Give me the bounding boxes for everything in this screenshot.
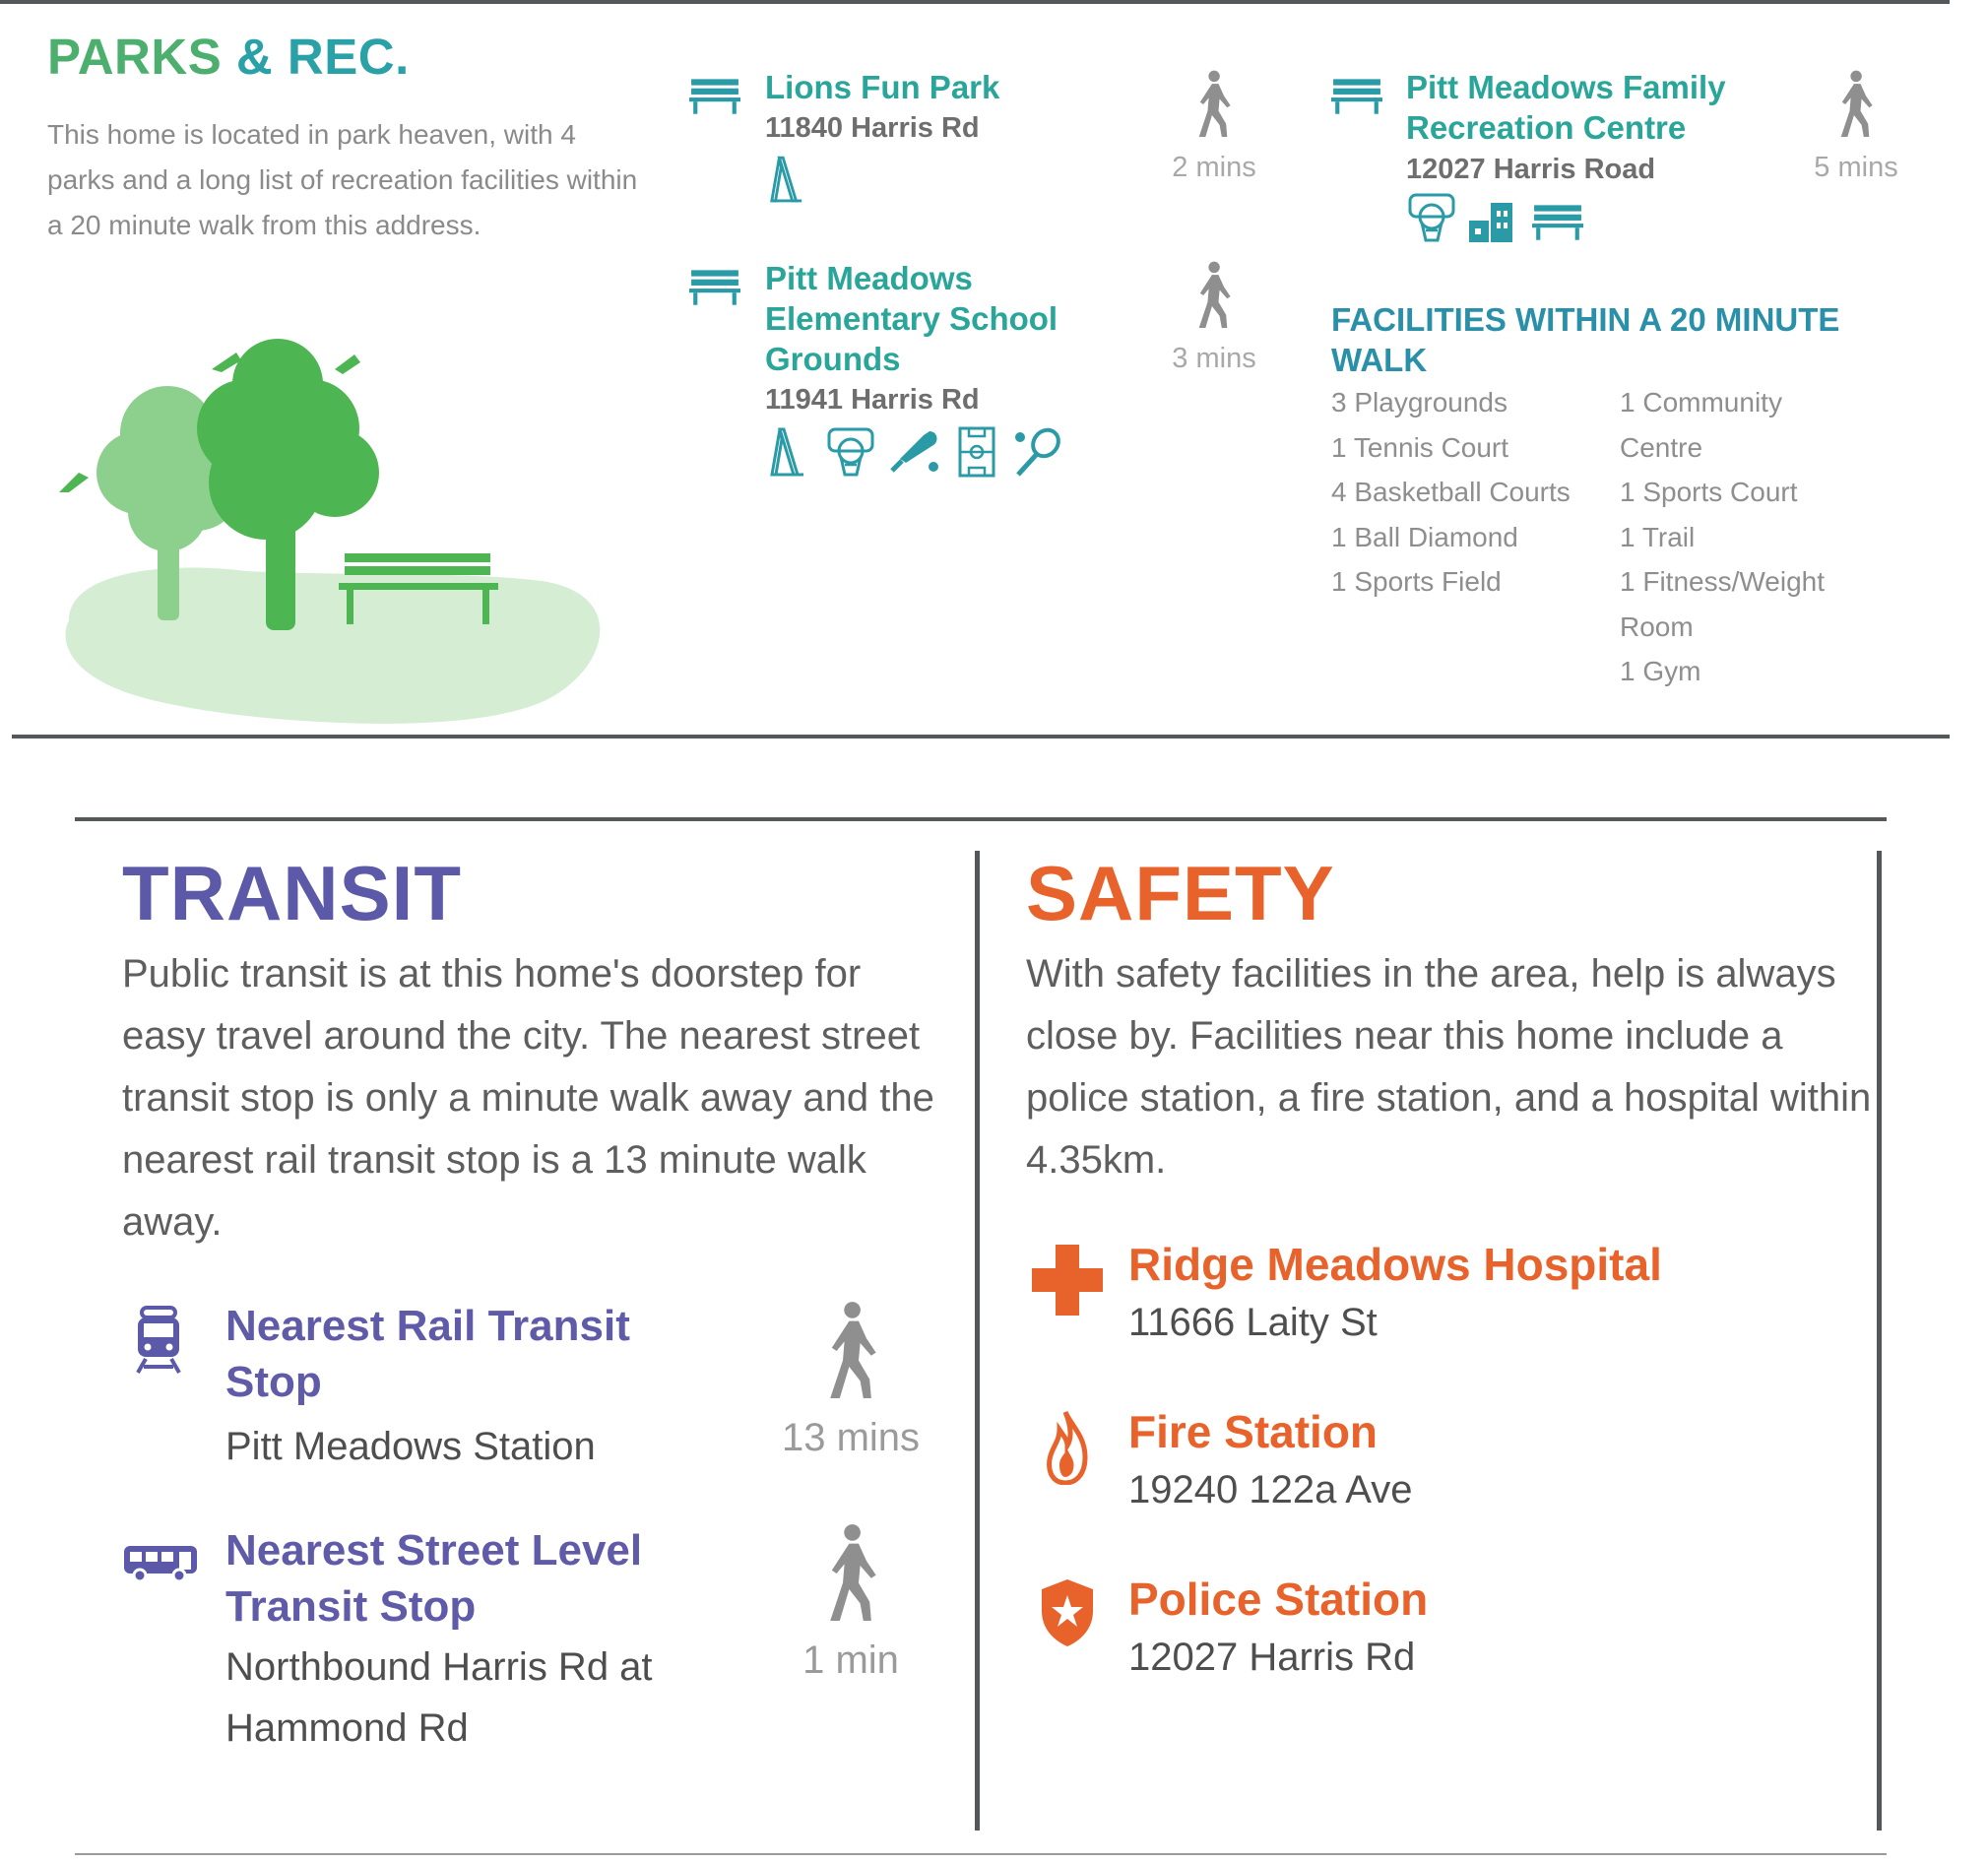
walk-indicator <box>762 1300 939 1477</box>
community-centre-icon <box>1467 199 1518 242</box>
facility-item: 1 Sports Field <box>1331 566 1502 597</box>
park-bench-icon <box>1331 77 1382 114</box>
safety-facility-name: Police Station <box>1128 1574 1429 1625</box>
safety-facility-address: 12027 Harris Rd <box>1128 1636 1416 1679</box>
safety-facility-hospital <box>1026 1235 1814 1363</box>
facility-item: 1 Gym <box>1620 656 1701 686</box>
facility-item: 1 Trail <box>1620 521 1696 552</box>
section-top-rule <box>75 817 1887 821</box>
walk-time: 1 min <box>802 1638 899 1682</box>
train-icon <box>134 1304 183 1375</box>
right-border <box>1877 851 1882 1831</box>
park-item-pitt-meadows-elementary <box>689 258 1142 494</box>
safety-facility-police <box>1026 1570 1814 1698</box>
park-address: 11840 Harris Rd <box>765 112 980 144</box>
walk-indicator <box>762 1522 939 1700</box>
facility-item: 1 Tennis Court <box>1331 431 1509 463</box>
park-bench-icon <box>689 77 740 114</box>
safety-title: SAFETY <box>1026 850 1335 936</box>
park-item-family-recreation-centre <box>1331 67 1843 254</box>
police-badge-icon <box>1040 1577 1095 1648</box>
transit-stop-name: Northbound Harris Rd at Hammond Rd <box>225 1645 653 1750</box>
basketball-icon <box>1408 193 1455 244</box>
facility-item: 4 Basketball Courts <box>1331 477 1571 507</box>
park-illustration <box>49 325 601 729</box>
transit-stop-type: Nearest Street Level Transit Stop <box>225 1526 643 1631</box>
hospital-cross-icon <box>1030 1243 1105 1317</box>
walking-person-icon <box>1191 69 1235 140</box>
facility-item: 3 Playgrounds <box>1331 387 1508 418</box>
section-divider <box>975 851 980 1831</box>
safety-facility-name: Ridge Meadows Hospital <box>1128 1239 1662 1290</box>
walk-indicator <box>1782 69 1930 187</box>
transit-intro: Public transit is at this home's doorstep for easy travel around the city. The nearest street transit stop is only a minute walk away and the nearest rail transit stop is a 13 minute walk away. <box>122 952 934 1244</box>
parks-title-part1: PARKS <box>47 29 223 85</box>
facilities-column-1 <box>1331 380 1617 605</box>
safety-facility-fire <box>1026 1402 1814 1530</box>
park-name: Lions Fun Park <box>765 69 1000 105</box>
basketball-icon <box>827 427 874 479</box>
safety-intro: With safety facilities in the area, help is always close by. Facilities near this home include a police station, a fire station, and a hospital within 4.35km. <box>1026 952 1872 1182</box>
park-bench-icon <box>1532 203 1583 240</box>
walking-person-icon <box>819 1300 882 1402</box>
parks-title-part2: & REC. <box>235 29 410 85</box>
safety-facility-address: 19240 122a Ave <box>1128 1468 1413 1511</box>
facility-item: 1 Community Centre <box>1620 387 1782 463</box>
walking-person-icon <box>819 1522 882 1625</box>
park-name: Pitt Meadows Family Recreation Centre <box>1406 69 1726 146</box>
walking-person-icon <box>1833 69 1877 140</box>
safety-facility-name: Fire Station <box>1128 1406 1379 1457</box>
facility-item: 1 Sports Court <box>1620 477 1798 507</box>
park-name: Pitt Meadows Elementary School Grounds <box>765 260 1058 377</box>
park-bench-icon <box>689 268 740 305</box>
walk-time: 2 mins <box>1172 152 1256 183</box>
ball-diamond-icon <box>890 427 941 475</box>
facility-item: 1 Fitness/Weight Room <box>1620 566 1826 642</box>
top-rule <box>0 0 1950 4</box>
walk-time: 3 mins <box>1172 343 1256 374</box>
playground-icon <box>768 427 807 479</box>
facility-item: 1 Ball Diamond <box>1331 521 1518 552</box>
transit-stop-type: Nearest Rail Transit Stop <box>225 1302 630 1406</box>
bus-icon <box>122 1542 199 1585</box>
parks-intro: This home is located in park heaven, with 4 parks and a long list of recreation facilities within a 20 minute walk from this address. <box>47 119 638 240</box>
sports-field-icon <box>957 425 996 479</box>
playground-icon <box>768 156 805 205</box>
section-bottom-rule <box>75 1853 1887 1855</box>
transit-stop-name: Pitt Meadows Station <box>225 1425 596 1468</box>
walk-indicator <box>1140 260 1288 378</box>
facilities-column-2 <box>1620 380 1866 694</box>
parks-bottom-rule <box>12 735 1950 739</box>
safety-facility-address: 11666 Laity St <box>1128 1301 1378 1344</box>
tennis-icon <box>1012 427 1063 479</box>
park-address: 12027 Harris Road <box>1406 154 1656 185</box>
walk-indicator <box>1140 69 1288 187</box>
flame-icon <box>1046 1410 1089 1485</box>
facilities-heading: FACILITIES WITHIN A 20 MINUTE WALK <box>1331 301 1840 378</box>
walking-person-icon <box>1191 260 1235 331</box>
park-address: 11941 Harris Rd <box>765 384 980 416</box>
walk-time: 13 mins <box>781 1416 921 1459</box>
transit-title: TRANSIT <box>122 850 462 936</box>
walk-time: 5 mins <box>1814 152 1898 183</box>
parks-title <box>47 28 410 86</box>
